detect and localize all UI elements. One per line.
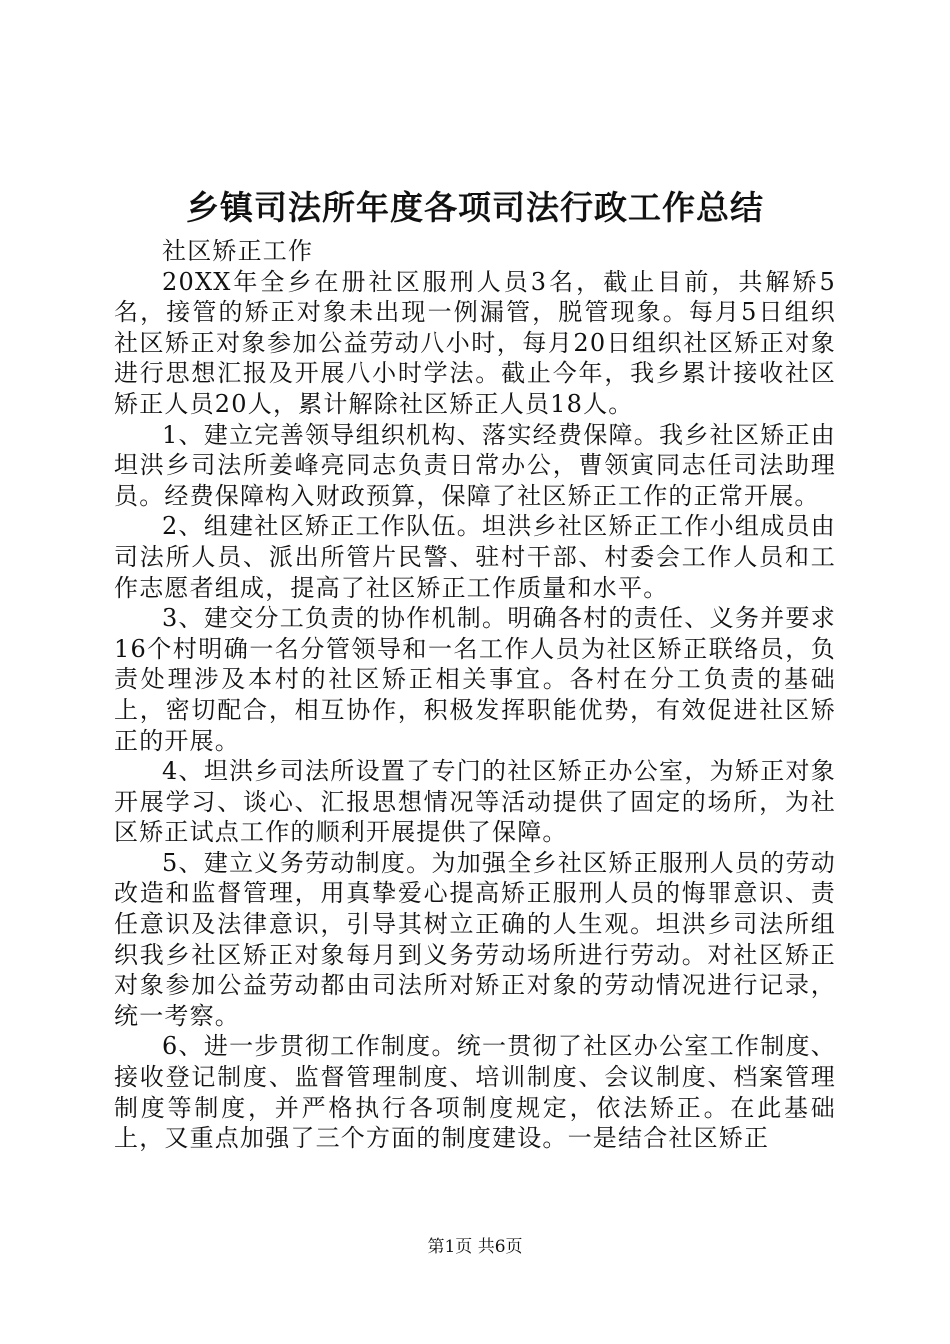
paragraph-item-2: 2、组建社区矫正工作队伍。坦洪乡社区矫正工作小组成员由司法所人员、派出所管片民警、驻村干部、村委会工作人员和工作志愿者组成，提高了社区矫正工作质量和水平。: [114, 512, 836, 602]
paragraph-item-6: 6、进一步贯彻工作制度。统一贯彻了社区办公室工作制度、接收登记制度、监督管理制度、培训制度、会议制度、档案管理制度等制度，并严格执行各项制度规定，依法矫正。在此基础上，又重点加强了三个方面的制度建设。一是结合社区矫正: [114, 1032, 836, 1153]
section-heading: 社区矫正工作: [162, 237, 314, 265]
document-body: [114, 236, 836, 1154]
paragraph-summary: 20XX年全乡在册社区服刑人员3名，截止目前，共解矫5名，接管的矫正对象未出现一例漏管，脱管现象。每月5日组织社区矫正对象参加公益劳动八小时，每月20日组织社区矫正对象进行思想汇报及开展八小时学法。截止今年，我乡累计接收社区矫正人员20人，累计解除社区矫正人员18人。: [114, 267, 836, 418]
paragraph-item-4: 4、坦洪乡司法所设置了专门的社区矫正办公室，为矫正对象开展学习、谈心、汇报思想情况等活动提供了固定的场所，为社区矫正试点工作的顺利开展提供了保障。: [114, 757, 836, 847]
paragraph-item-1: 1、建立完善领导组织机构、落实经费保障。我乡社区矫正由坦洪乡司法所姜峰亮同志负责日常办公，曹领寅同志任司法助理员。经费保障构入财政预算，保障了社区矫正工作的正常开展。: [114, 420, 836, 510]
document-title: 乡镇司法所年度各项司法行政工作总结: [186, 188, 764, 227]
page-number-footer: 第1页 共6页: [427, 1237, 523, 1257]
paragraph-item-5: 5、建立义务劳动制度。为加强全乡社区矫正服刑人员的劳动改造和监督管理，用真挚爱心提高矫正服刑人员的悔罪意识、责任意识及法律意识，引导其树立正确的人生观。坦洪乡司法所组织我乡社区矫正对象每月到义务劳动场所进行劳动。对社区矫正对象参加公益劳动都由司法所对矫正对象的劳动情况进行记录，统一考察。: [114, 848, 836, 1030]
paragraph-item-3: 3、建交分工负责的协作机制。明确各村的责任、义务并要求16个村明确一名分管领导和一名工作人员为社区矫正联络员，负责处理涉及本村的社区矫正相关事宜。各村在分工负责的基础上，密切配合，相互协作，积极发挥职能优势，有效促进社区矫正的开展。: [114, 604, 836, 755]
